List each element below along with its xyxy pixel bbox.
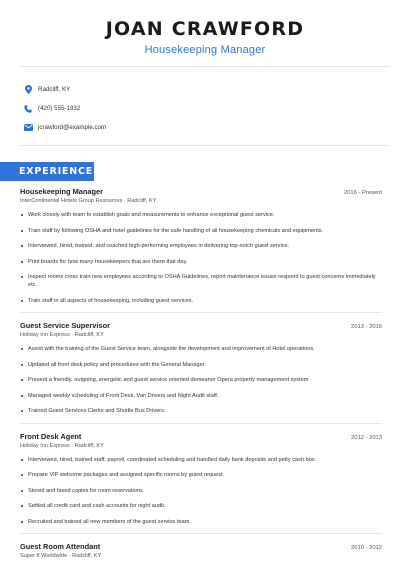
job-title: Guest Room Attendant bbox=[20, 542, 101, 551]
contact-phone bbox=[22, 99, 106, 118]
job-bullet: Managed weekly scheduling of Front Desk, Van Drivers and Night Audit staff. bbox=[20, 392, 382, 400]
job-company: Holiday Inn Express · Radcliff, KY bbox=[20, 442, 104, 449]
job-title: Front Desk Agent bbox=[20, 431, 82, 441]
job-entry bbox=[20, 187, 382, 305]
header-divider bbox=[20, 66, 390, 67]
job-bullet: Settled all credit card and cash accounts for night audit. bbox=[20, 502, 382, 510]
job-dates: 2012 - 2013 bbox=[351, 434, 382, 441]
job-bullet: Interviewed, hired, trained, and coached high-performing employees in delivering top-notch guest service. bbox=[20, 242, 382, 250]
job-bullets bbox=[20, 456, 382, 526]
job-company: InterContinental Hotels Group Resources · Radcliff, KY bbox=[20, 198, 157, 204]
email-icon bbox=[22, 124, 34, 131]
job-bullet: Assist with the training of the Guest Service team, alongside the development and improvement of Hotel operations. bbox=[20, 345, 382, 353]
contact-location bbox=[22, 80, 106, 99]
job-bullet: Present a friendly, outgoing, energetic and guest service oriented demeanor Opera property management system bbox=[20, 376, 382, 384]
job-entry bbox=[20, 432, 382, 526]
job-title: Guest Service Supervisor bbox=[20, 321, 110, 330]
location-pin-icon bbox=[22, 85, 34, 94]
job-bullet: Work closely with team to establish goals and measurements to enhance exceptional guest service. bbox=[20, 211, 382, 219]
contact-email-text: jcrawford@example.com bbox=[38, 124, 107, 131]
job-dates: 2010 - 2012 bbox=[351, 545, 382, 551]
job-dates: 2016 - Present bbox=[343, 190, 382, 196]
candidate-title: Housekeeping Manager bbox=[144, 44, 266, 56]
section-experience-heading: EXPERIENCE bbox=[0, 162, 94, 181]
contact-location-text: Radcliff, KY bbox=[38, 86, 71, 93]
candidate-name: JOAN CRAWFORD bbox=[105, 18, 305, 40]
job-divider bbox=[20, 423, 382, 424]
contact-email bbox=[22, 118, 106, 137]
job-bullet: Recruited and trained all new members of the guest service team. bbox=[20, 518, 382, 526]
job-divider bbox=[20, 312, 382, 313]
job-bullet: Train staff in all aspects of housekeeping, including guest services. bbox=[20, 297, 382, 305]
job-dates: 2013 - 2016 bbox=[351, 324, 382, 330]
phone-icon bbox=[22, 105, 34, 113]
job-entry bbox=[20, 321, 382, 415]
job-bullet: Train staff by following OSHA and hotel guidelines for the safe handling of all housekeeping chemicals and equipments. bbox=[20, 227, 382, 235]
job-bullets bbox=[20, 211, 382, 305]
contact-phone-text: (420) 555-1932 bbox=[38, 105, 81, 112]
resume-header bbox=[0, 0, 410, 56]
job-company: Super 8 Worldwide · Radcliff, KY bbox=[20, 553, 102, 559]
job-bullet: Updated all front desk policy and procedures with the General Manager. bbox=[20, 361, 382, 369]
job-bullet: Stored and faxed copies for room reservations. bbox=[20, 487, 382, 495]
job-bullet: Print boards for how many housekeepers that are there that day. bbox=[20, 258, 382, 266]
job-bullet: Trained Guest Services Clerks and Shuttle Bus Drivers. bbox=[20, 407, 382, 415]
experience-list bbox=[20, 187, 382, 565]
contact-divider bbox=[20, 145, 390, 146]
job-title: Housekeeping Manager bbox=[20, 187, 103, 196]
job-company: Holiday Inn Express · Radcliff, KY bbox=[20, 332, 104, 338]
job-bullets bbox=[20, 345, 382, 415]
job-bullet: Prepare VIP welcome packages and assigned specific rooms by guest request. bbox=[20, 471, 382, 479]
job-bullet: Inspect rooms cross train new employees according to OSHA Guidelines, report maintenance issues respond to guest concerns immediately etc. bbox=[20, 273, 382, 289]
contact-list bbox=[22, 80, 106, 137]
job-divider bbox=[20, 533, 382, 534]
job-bullet: Interviewed, hired, trained staff, payroll, coordinated scheduling and handled daily bank deposits and petty cash box. bbox=[20, 456, 382, 464]
job-entry bbox=[20, 542, 382, 559]
